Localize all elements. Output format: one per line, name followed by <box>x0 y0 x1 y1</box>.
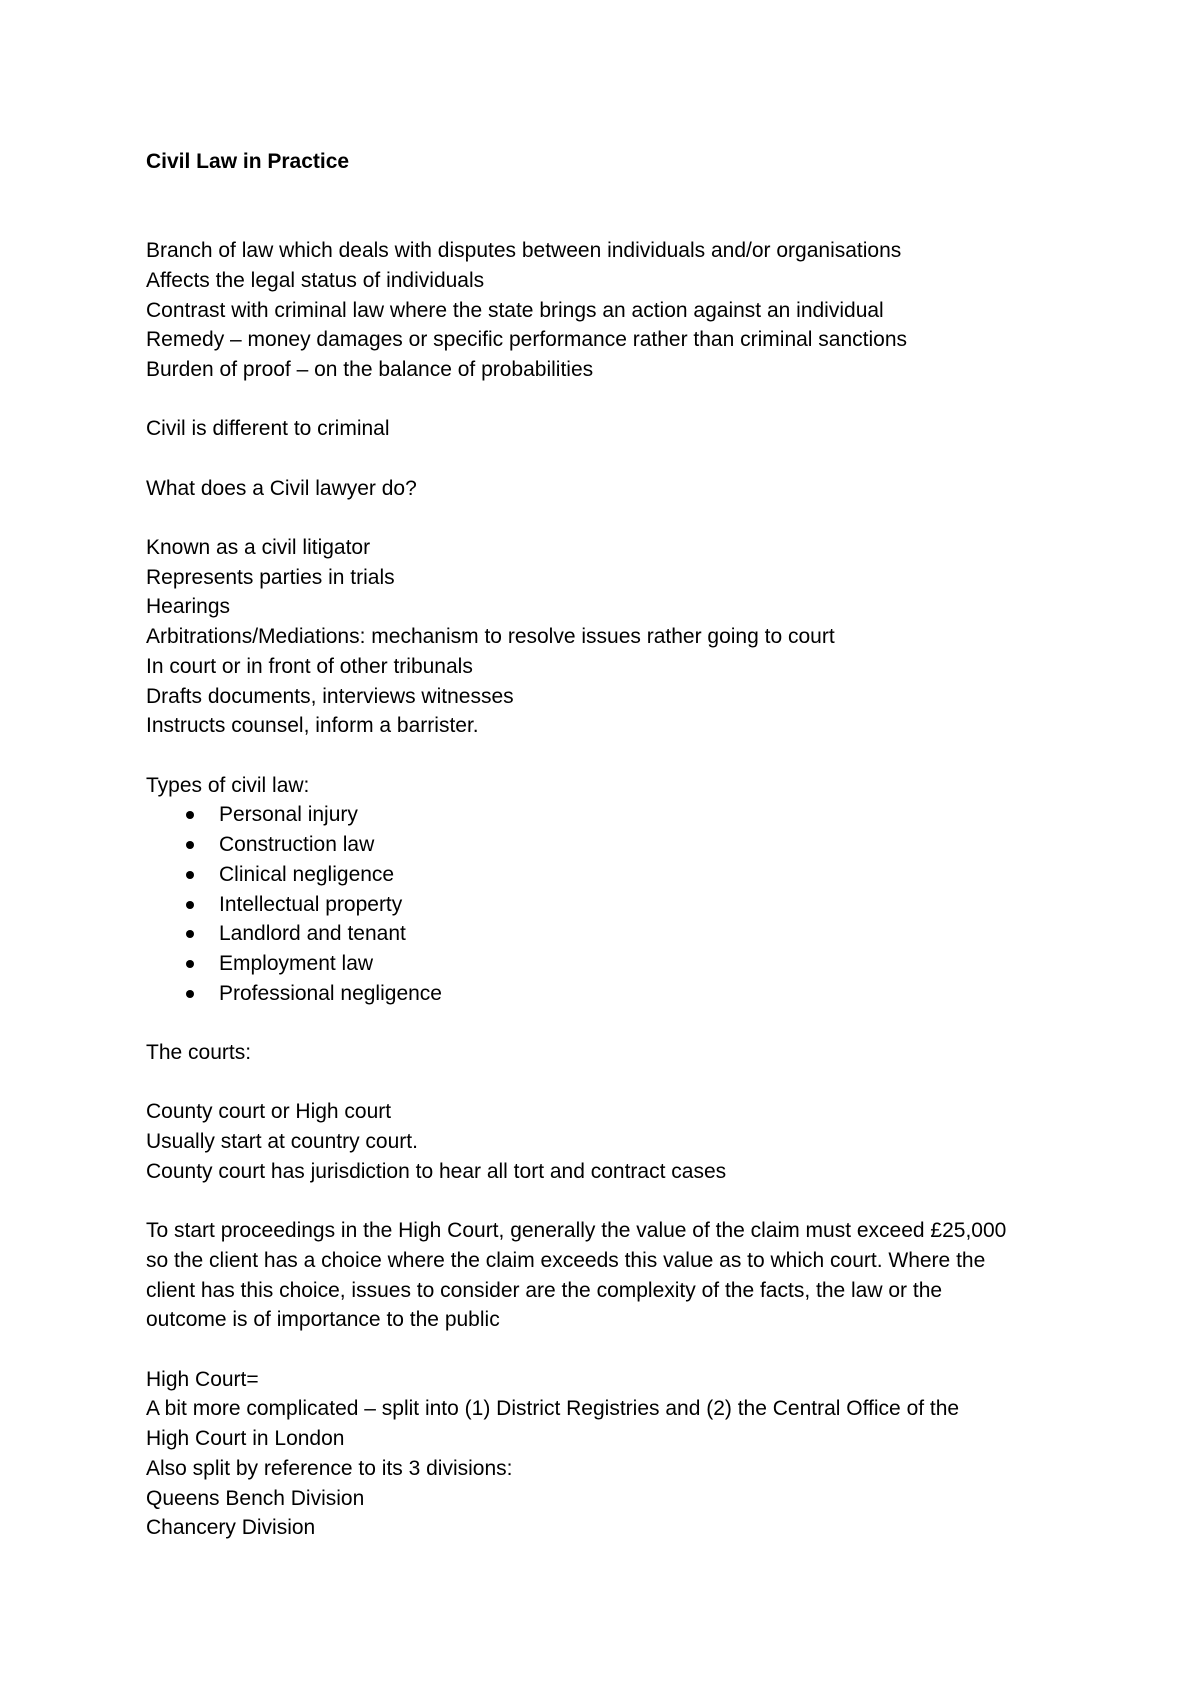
list-item <box>146 949 1086 979</box>
lawyer-duty-line: Arbitrations/Mediations: mechanism to resolve issues rather going to court <box>146 625 835 649</box>
courts-line: County court has jurisdiction to hear all tort and contract cases <box>146 1159 727 1183</box>
spacer <box>146 1187 1086 1217</box>
bullet-icon <box>186 990 194 998</box>
list-item <box>146 800 1086 830</box>
list-item-label: Clinical negligence <box>219 862 395 886</box>
list-item <box>146 919 1086 949</box>
list-item-label: Intellectual property <box>219 892 403 916</box>
courts-line: County court or High court <box>146 1100 392 1124</box>
civil-difference-line: Civil is different to criminal <box>146 417 390 441</box>
list-item-label: Employment law <box>219 951 374 975</box>
intro-line: Contrast with criminal law where the state brings an action against an individual <box>146 298 884 322</box>
high-court-paragraph-line: outcome is of importance to the public <box>146 1308 500 1332</box>
lawyer-duty-line: Drafts documents, interviews witnesses <box>146 684 514 708</box>
spacer <box>146 741 1086 771</box>
list-item <box>146 860 1086 890</box>
intro-line: Burden of proof – on the balance of probabilities <box>146 357 594 381</box>
intro-line: Affects the legal status of individuals <box>146 268 485 292</box>
spacer <box>146 1068 1086 1098</box>
high-court-paragraph-line: so the client has a choice where the claim exceeds this value as to which court. Where the <box>146 1248 986 1272</box>
document-title: Civil Law in Practice <box>146 150 350 173</box>
list-item <box>146 830 1086 860</box>
spacer <box>146 503 1086 533</box>
spacer <box>146 444 1086 474</box>
bullet-icon <box>186 930 194 938</box>
intro-line: Remedy – money damages or specific performance rather than criminal sanctions <box>146 328 908 352</box>
lawyer-duty-line: Instructs counsel, inform a barrister. <box>146 714 479 738</box>
courts-line: Usually start at country court. <box>146 1130 418 1154</box>
bullet-icon <box>186 960 194 968</box>
intro-line: Branch of law which deals with disputes between individuals and/or organisations <box>146 239 902 263</box>
list-item <box>146 890 1086 920</box>
lawyer-duty-line: Represents parties in trials <box>146 565 395 589</box>
lawyer-question-heading: What does a Civil lawyer do? <box>146 476 417 500</box>
document-body <box>146 147 1086 1543</box>
list-item-label: Personal injury <box>219 803 358 827</box>
lawyer-duty-line: In court or in front of other tribunals <box>146 654 473 678</box>
high-court-paragraph-line: client has this choice, issues to consider are the complexity of the facts, the law or the <box>146 1278 943 1302</box>
courts-heading: The courts: <box>146 1041 252 1064</box>
types-heading: Types of civil law: <box>146 773 310 797</box>
bullet-icon <box>186 871 194 879</box>
spacer <box>146 1008 1086 1038</box>
bullet-icon <box>186 901 194 909</box>
lawyer-duty-line: Hearings <box>146 595 231 619</box>
division-line: Queens Bench Division <box>146 1486 365 1510</box>
types-list <box>146 800 1086 1008</box>
list-item-label: Professional negligence <box>219 981 442 1005</box>
spacer <box>146 385 1086 415</box>
high-court-paragraph-line: To start proceedings in the High Court, generally the value of the claim must exceed £25,000 <box>146 1219 1007 1243</box>
bullet-icon <box>186 841 194 849</box>
high-court-line: A bit more complicated – split into (1) District Registries and (2) the Central Office of the <box>146 1397 960 1421</box>
division-line: Chancery Division <box>146 1516 316 1540</box>
spacer <box>146 177 1086 236</box>
lawyer-duty-line: Known as a civil litigator <box>146 536 371 560</box>
bullet-icon <box>186 811 194 819</box>
list-item <box>146 979 1086 1009</box>
high-court-line: Also split by reference to its 3 divisions: <box>146 1456 513 1480</box>
list-item-label: Landlord and tenant <box>219 922 406 946</box>
high-court-heading: High Court= <box>146 1367 259 1391</box>
spacer <box>146 1335 1086 1365</box>
list-item-label: Construction law <box>219 833 375 857</box>
high-court-line: High Court in London <box>146 1427 345 1451</box>
